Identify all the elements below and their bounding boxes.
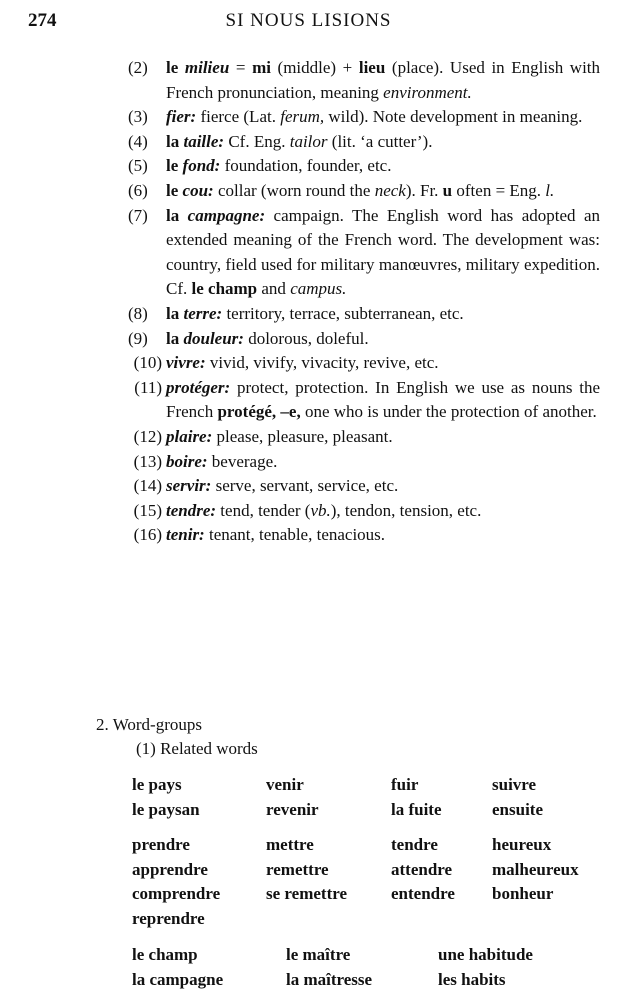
- word: suivre: [492, 775, 537, 794]
- note-number: (11): [134, 377, 162, 397]
- word: heureux: [492, 835, 552, 854]
- page-number: 274: [28, 10, 57, 31]
- word-column: [266, 773, 319, 822]
- word: attendre: [391, 859, 453, 879]
- word: malheureux: [492, 859, 579, 879]
- note-number: (12): [133, 426, 162, 446]
- note-entry: [118, 450, 600, 475]
- note-number: (16): [133, 525, 162, 545]
- note-number: (6): [128, 180, 148, 200]
- note-number: (7): [128, 205, 148, 225]
- note-text: le milieu = mi (middle) + lieu (place). Used in English with French pronunciation, meaning environment.: [166, 58, 601, 102]
- note-text: vivre: vivid, vivify, vivacity, revive, etc.: [166, 353, 439, 373]
- note-text: protéger: protect, protection. In English we use as nouns the French protégé, –e, one who is under the protection of another.: [166, 377, 600, 422]
- note-entry: [118, 327, 600, 352]
- note-number: (4): [128, 131, 148, 151]
- word: remettre: [266, 859, 329, 879]
- section-heading: 2. Word-groups: [96, 715, 202, 734]
- note-text: plaire: please, pleasure, pleasant.: [166, 426, 393, 446]
- word-column: [132, 833, 220, 931]
- word: le pays: [132, 775, 182, 794]
- note-number: (13): [133, 451, 162, 471]
- note-text: la douleur: dolorous, doleful.: [166, 328, 369, 348]
- note-text: boire: beverage.: [166, 451, 278, 471]
- page-header: [20, 10, 597, 40]
- note-text: tendre: tend, tender (vb.), tendon, tension, etc.: [166, 500, 482, 520]
- note-number: (3): [128, 107, 148, 127]
- word: ensuite: [492, 799, 543, 819]
- word: revenir: [266, 799, 319, 819]
- word: la fuite: [391, 799, 442, 819]
- note-entry: [118, 474, 600, 499]
- word: fuir: [391, 775, 419, 794]
- note-number: (8): [128, 303, 148, 323]
- word: se remettre: [266, 884, 348, 903]
- word-column: [492, 773, 543, 822]
- note-number: (14): [133, 476, 162, 496]
- note-entry: [118, 56, 600, 105]
- note-entry: [118, 154, 600, 179]
- word-column: [438, 943, 533, 992]
- note-entry: [118, 499, 600, 524]
- word: entendre: [391, 884, 455, 903]
- note-entry: [118, 351, 600, 376]
- word: reprendre: [132, 908, 205, 928]
- word: le paysan: [132, 799, 200, 819]
- word: bonheur: [492, 884, 554, 903]
- note-entry: [118, 179, 600, 204]
- word: prendre: [132, 835, 190, 854]
- note-text: tenir: tenant, tenable, tenacious.: [166, 525, 386, 545]
- word: le champ: [132, 945, 198, 964]
- note-number: (15): [133, 500, 162, 520]
- word: une habitude: [438, 945, 533, 964]
- word-column: [132, 773, 200, 822]
- note-text: servir: serve, servant, service, etc.: [166, 476, 399, 496]
- word-column: [391, 833, 455, 907]
- word: la maîtresse: [286, 969, 373, 989]
- subsection-heading: (1) Related words: [136, 739, 258, 758]
- note-text: le fond: foundation, founder, etc.: [166, 156, 392, 176]
- word: la campagne: [132, 969, 224, 989]
- note-text: la campagne: campaign. The English word has adopted an extended meaning of the French word. The development was: country, field used for military manœuvres, military expedition. Cf. le champ and campus.: [166, 205, 600, 299]
- running-title: SI NOUS LISIONS: [225, 10, 392, 31]
- word: comprendre: [132, 884, 221, 903]
- note-entry: [118, 130, 600, 155]
- note-text: fier: fierce (Lat. ferum, wild). Note development in meaning.: [166, 107, 583, 127]
- note-text: la taille: Cf. Eng. tailor (lit. ‘a cutter’).: [166, 131, 433, 151]
- note-entry: [118, 302, 600, 327]
- note-number: (2): [128, 58, 148, 77]
- note-entry: [118, 204, 600, 302]
- note-text: le cou: collar (worn round the neck). Fr. u often = Eng. l.: [166, 180, 555, 200]
- word: le maître: [286, 945, 351, 964]
- word: venir: [266, 775, 304, 794]
- word-column: [492, 833, 579, 907]
- vocabulary-notes: [118, 56, 600, 548]
- word: les habits: [438, 969, 506, 989]
- note-entry: [118, 425, 600, 450]
- note-entry: [118, 523, 600, 548]
- word: tendre: [391, 835, 438, 854]
- word-column: [266, 833, 347, 907]
- word-column: [391, 773, 442, 822]
- note-number: (5): [128, 156, 148, 176]
- word: apprendre: [132, 859, 208, 879]
- note-entry: [118, 105, 600, 130]
- word-column: [132, 943, 223, 992]
- word: mettre: [266, 835, 314, 854]
- note-text: la terre: territory, terrace, subterranean, etc.: [166, 303, 464, 323]
- note-number: (10): [133, 353, 162, 373]
- word-column: [286, 943, 372, 992]
- note-entry: [118, 376, 600, 425]
- note-number: (9): [128, 328, 148, 348]
